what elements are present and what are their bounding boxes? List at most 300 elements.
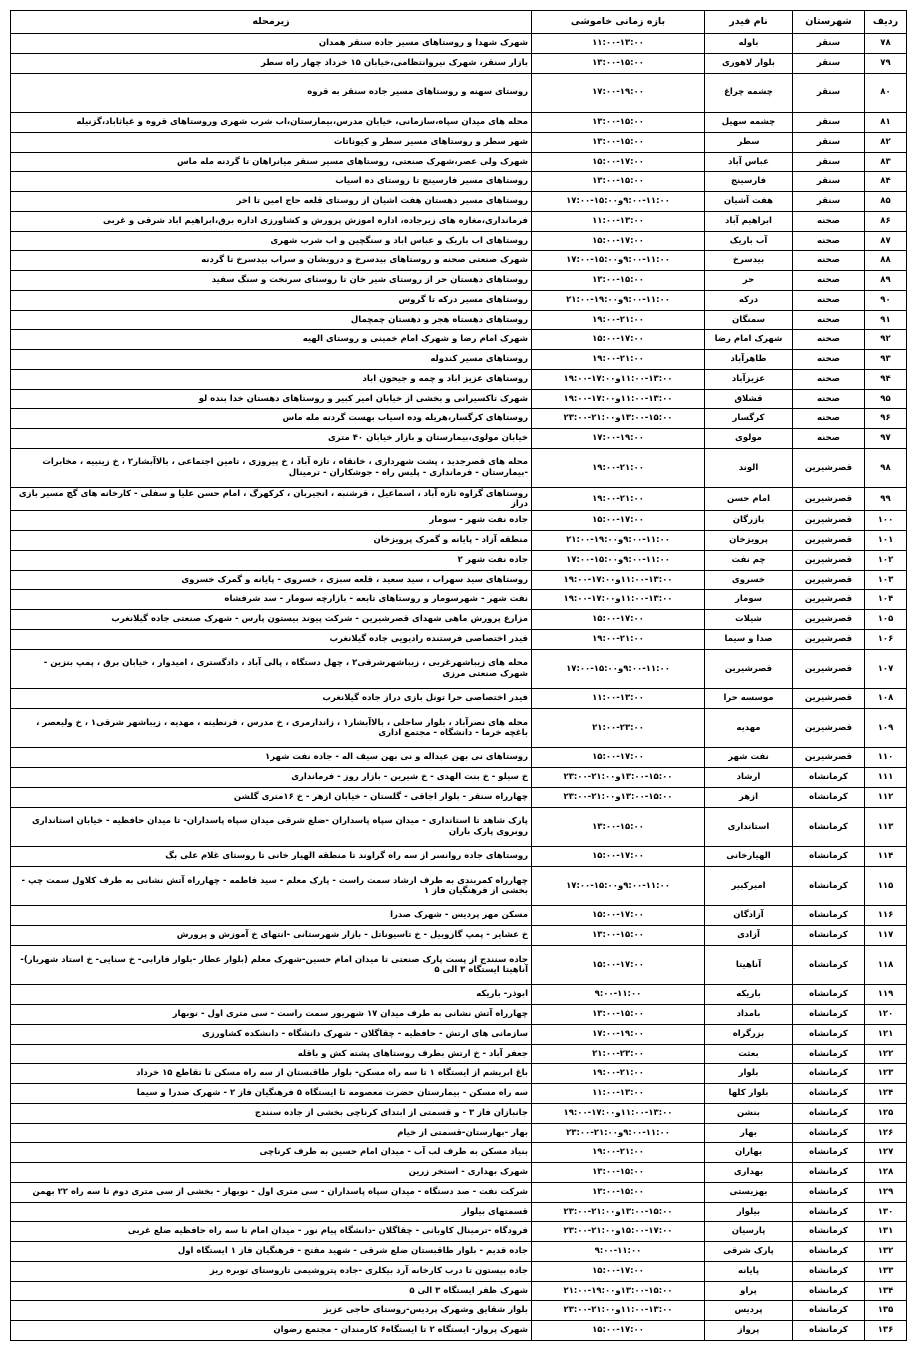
cell-feeder: بهداری <box>705 1163 793 1183</box>
cell-district: خیابان مولوی،بیمارستان و بازار خیابان ۴۰ متری <box>11 429 532 449</box>
cell-feeder: بعثت <box>705 1044 793 1064</box>
cell-outage-window: ۱۷:۰۰-۱۹:۰۰ <box>532 429 705 449</box>
cell-district: فرمانداری،مغازه های زیرجاده، اداره اموزش پرورش و کشاورزی اداره برق،ابراهیم اباد شرقی و غربی <box>11 211 532 231</box>
cell-city: صحنه <box>793 290 865 310</box>
cell-feeder: شیلات <box>705 610 793 630</box>
cell-row-number: ۱۳۴ <box>865 1281 907 1301</box>
cell-district: بازار سنقر، شهرک نیروانتظامی،خیابان ۱۵ خرداد چهار راه سطر <box>11 53 532 73</box>
cell-row-number: ۱۳۰ <box>865 1202 907 1222</box>
cell-row-number: ۱۲۴ <box>865 1084 907 1104</box>
cell-feeder: الهیارخانی <box>705 847 793 867</box>
cell-feeder: بیلوار <box>705 1202 793 1222</box>
table-row <box>11 1301 907 1321</box>
cell-district: مسکن مهر پردیس - شهرک صدرا <box>11 906 532 926</box>
table-body <box>11 34 907 1341</box>
cell-city: صحنه <box>793 231 865 251</box>
cell-row-number: ۱۲۰ <box>865 1005 907 1025</box>
cell-outage-window: ۱۵:۰۰-۱۷:۰۰ <box>532 152 705 172</box>
cell-city: قصرشیرین <box>793 488 865 511</box>
cell-row-number: ۸۷ <box>865 231 907 251</box>
cell-city: قصرشیرین <box>793 748 865 768</box>
cell-district: محله های نصرآباد ، بلوار ساحلی ، بالاآبشار۱ ، زاندارمری ، خ مدرس ، فرنطینه ، مهدیه ، زیباشهر شرقی۱ ، خ ولیعصر ، باغچه خرما - دانشگاه - مجتمع اداری <box>11 708 532 748</box>
cell-feeder: آناهیتا <box>705 945 793 985</box>
cell-row-number: ۸۶ <box>865 211 907 231</box>
cell-city: کرمانشاه <box>793 1143 865 1163</box>
cell-outage-window: ۱۵:۰۰-۱۷:۰۰ <box>532 610 705 630</box>
cell-district: بنیاد مسکن به طرف لب آب - میدان امام حسین به طرف کرناچی <box>11 1143 532 1163</box>
table-row <box>11 906 907 926</box>
cell-outage-window: ۱۳:۰۰-۱۵:۰۰و۱۹:۰۰-۲۱:۰۰ <box>532 1281 705 1301</box>
cell-district: روستاهای دهستان حر از روستای شیر خان تا روستای سرنخت و سنگ سفید <box>11 271 532 291</box>
cell-feeder: موسسه حرا <box>705 689 793 709</box>
table-row <box>11 132 907 152</box>
cell-city: کرمانشاه <box>793 1064 865 1084</box>
cell-district: روستاهای مسیر فارسینج تا روستای ده اسیاب <box>11 172 532 192</box>
cell-district: شهرک تاکسیرانی و بخشی از خیابان امیر کبیر و روستاهای دهستان خدا بنده لو <box>11 389 532 409</box>
cell-outage-window: ۱۱:۰۰-۱۳:۰۰و۱۷:۰۰-۱۹:۰۰ <box>532 369 705 389</box>
cell-outage-window: ۱۵:۰۰-۱۷:۰۰ <box>532 945 705 985</box>
cell-row-number: ۱۳۵ <box>865 1301 907 1321</box>
cell-outage-window: ۱۱:۰۰-۱۳:۰۰و۱۷:۰۰-۱۹:۰۰ <box>532 389 705 409</box>
cell-row-number: ۱۰۳ <box>865 570 907 590</box>
cell-outage-window: ۹:۰۰-۱۱:۰۰ <box>532 985 705 1005</box>
cell-outage-window: ۱۳:۰۰-۱۵:۰۰ <box>532 926 705 946</box>
cell-row-number: ۱۳۲ <box>865 1242 907 1262</box>
cell-row-number: ۱۱۳ <box>865 807 907 847</box>
cell-city: قصرشیرین <box>793 448 865 488</box>
cell-feeder: ارشاد <box>705 768 793 788</box>
table-row <box>11 290 907 310</box>
cell-district: شهرک پرواز- ایستگاه ۲ تا ایستگاه۶ کارمندان - مجتمع رضوان <box>11 1321 532 1341</box>
cell-city: کرمانشاه <box>793 1163 865 1183</box>
cell-city: قصرشیرین <box>793 649 865 689</box>
cell-district: فیدر اختصاصی فرستنده رادیویی جاده گیلانغرب <box>11 629 532 649</box>
cell-city: قصرشیرین <box>793 708 865 748</box>
cell-outage-window: ۱۹:۰۰-۲۱:۰۰ <box>532 350 705 370</box>
cell-row-number: ۱۲۲ <box>865 1044 907 1064</box>
cell-district: روستاهای مسیر کندوله <box>11 350 532 370</box>
table-row <box>11 1321 907 1341</box>
cell-outage-window: ۱۵:۰۰-۱۷:۰۰ <box>532 231 705 251</box>
cell-outage-window: ۱۳:۰۰-۱۵:۰۰ <box>532 807 705 847</box>
table-row <box>11 531 907 551</box>
cell-city: سنقر <box>793 172 865 192</box>
cell-district: جاده بیستون تا درب کارخانه آرد بیکلری -جاده پتروشیمی تاروستای توبره ریز <box>11 1261 532 1281</box>
cell-district: سازمانی های ارتش - حافظیه - چقاگلان - شهرک دانشگاه - دانشکده کشاورزی <box>11 1024 532 1044</box>
cell-city: کرمانشاه <box>793 1281 865 1301</box>
cell-city: سنقر <box>793 34 865 54</box>
cell-city: قصرشیرین <box>793 550 865 570</box>
cell-row-number: ۹۲ <box>865 330 907 350</box>
cell-row-number: ۱۱۴ <box>865 847 907 867</box>
table-row <box>11 649 907 689</box>
cell-city: کرمانشاه <box>793 985 865 1005</box>
cell-city: کرمانشاه <box>793 1044 865 1064</box>
cell-city: کرمانشاه <box>793 1222 865 1242</box>
cell-feeder: ابراهیم آباد <box>705 211 793 231</box>
cell-feeder: بلوار <box>705 1064 793 1084</box>
table-row <box>11 985 907 1005</box>
table-row <box>11 231 907 251</box>
cell-city: صحنه <box>793 211 865 231</box>
cell-feeder: چشمه سهیل <box>705 113 793 133</box>
cell-city: کرمانشاه <box>793 926 865 946</box>
table-row <box>11 152 907 172</box>
cell-feeder: بلوار لاهوری <box>705 53 793 73</box>
cell-feeder: قشلاق <box>705 389 793 409</box>
cell-feeder: شهرک امام رضا <box>705 330 793 350</box>
cell-feeder: آزادگان <box>705 906 793 926</box>
cell-row-number: ۱۱۷ <box>865 926 907 946</box>
cell-district: شهر سطر و روستاهای مسیر سطر و کیوناتات <box>11 132 532 152</box>
cell-feeder: پارک شرقی <box>705 1242 793 1262</box>
cell-feeder: مهدیه <box>705 708 793 748</box>
cell-city: قصرشیرین <box>793 610 865 630</box>
table-row <box>11 1222 907 1242</box>
table-row <box>11 1064 907 1084</box>
cell-city: کرمانشاه <box>793 1103 865 1123</box>
cell-district: بلوار شقایق وشهرک پردیس-روستای حاجی عزیز <box>11 1301 532 1321</box>
cell-outage-window: ۹:۰۰-۱۱:۰۰و۱۵:۰۰-۱۷:۰۰ <box>532 251 705 271</box>
cell-row-number: ۸۳ <box>865 152 907 172</box>
table-row <box>11 926 907 946</box>
cell-city: کرمانشاه <box>793 1301 865 1321</box>
cell-feeder: پرویزخان <box>705 531 793 551</box>
cell-outage-window: ۱۳:۰۰-۱۵:۰۰و۲۱:۰۰-۲۳:۰۰ <box>532 768 705 788</box>
cell-outage-window: ۱۷:۰۰-۱۹:۰۰ <box>532 73 705 113</box>
cell-district: مزارع پرورش ماهی شهدای قصرشیرین - شرکت پیوند بیستون پارس - شهرک صنعتی جاده گیلانغرب <box>11 610 532 630</box>
table-row <box>11 1024 907 1044</box>
cell-row-number: ۱۰۲ <box>865 550 907 570</box>
table-row <box>11 590 907 610</box>
cell-city: کرمانشاه <box>793 787 865 807</box>
cell-outage-window: ۱۱:۰۰-۱۳:۰۰و۱۷:۰۰-۱۹:۰۰ <box>532 1103 705 1123</box>
cell-row-number: ۹۷ <box>865 429 907 449</box>
cell-outage-window: ۱۵:۰۰-۱۷:۰۰ <box>532 1321 705 1341</box>
table-row <box>11 429 907 449</box>
table-row <box>11 1005 907 1025</box>
cell-district: روستاهای اب باریک و عباس اباد و سنگچین و اب شرب شهری <box>11 231 532 251</box>
table-row <box>11 172 907 192</box>
cell-district: جانبازان فاز ۳ - و قسمتی از ابتدای کرناچی بخشی از جاده سنندج <box>11 1103 532 1123</box>
cell-row-number: ۸۹ <box>865 271 907 291</box>
cell-district: شهرک صنعتی صحنه و روستاهای بیدسرخ و درویشان و سراب بیدسرخ تا گردنه <box>11 251 532 271</box>
cell-city: کرمانشاه <box>793 1005 865 1025</box>
cell-district: چهارراه سنقر - بلوار اجاقی - گلستان - خیابان ازهر - خ ۱۶متری گلشن <box>11 787 532 807</box>
cell-outage-window: ۱۷:۰۰-۱۹:۰۰ <box>532 1024 705 1044</box>
cell-outage-window: ۱۵:۰۰-۱۷:۰۰ <box>532 1261 705 1281</box>
table-row <box>11 847 907 867</box>
table-row <box>11 211 907 231</box>
cell-feeder: امام حسن <box>705 488 793 511</box>
cell-row-number: ۹۳ <box>865 350 907 370</box>
cell-outage-window: ۱۱:۰۰-۱۳:۰۰و۱۷:۰۰-۱۹:۰۰ <box>532 590 705 610</box>
cell-district: روستاهای دهستاه هجر و دهستان چمچمال <box>11 310 532 330</box>
cell-district: روستاهای جاده روانسر از سه راه گراوند تا منطقه الهیار خانی تا روستای غلام علی بگ <box>11 847 532 867</box>
cell-district: چهارراه آتش نشانی به طرف میدان ۱۷ شهریور سمت راست - سی متری اول - نوبهار <box>11 1005 532 1025</box>
cell-outage-window: ۲۱:۰۰-۲۳:۰۰ <box>532 708 705 748</box>
cell-district: فرودگاه -ترمینال کاوبانی - چقاگلان -دانشگاه پیام نور - میدان امام تا سه راه حافظیه ضلع غربی <box>11 1222 532 1242</box>
cell-city: قصرشیرین <box>793 590 865 610</box>
table-row <box>11 610 907 630</box>
cell-district: جاده نفت شهر - سومار <box>11 511 532 531</box>
cell-feeder: باریکه <box>705 985 793 1005</box>
cell-city: کرمانشاه <box>793 945 865 985</box>
cell-row-number: ۱۱۱ <box>865 768 907 788</box>
cell-row-number: ۸۲ <box>865 132 907 152</box>
table-row <box>11 1123 907 1143</box>
table-row <box>11 271 907 291</box>
cell-district: روستاهای کرگسار،هریله وده اسیاب بهست گردنه مله ماس <box>11 409 532 429</box>
cell-row-number: ۱۱۸ <box>865 945 907 985</box>
cell-city: صحنه <box>793 271 865 291</box>
cell-row-number: ۱۱۵ <box>865 866 907 906</box>
cell-feeder: استانداری <box>705 807 793 847</box>
cell-district: ابوذر- باریکه <box>11 985 532 1005</box>
cell-city: سنقر <box>793 132 865 152</box>
cell-feeder: فارسینج <box>705 172 793 192</box>
table-row <box>11 192 907 212</box>
cell-row-number: ۱۱۰ <box>865 748 907 768</box>
cell-outage-window: ۱۳:۰۰-۱۵:۰۰ <box>532 1182 705 1202</box>
cell-outage-window: ۲۱:۰۰-۲۳:۰۰ <box>532 1044 705 1064</box>
cell-outage-window: ۹:۰۰-۱۱:۰۰و۱۵:۰۰-۱۷:۰۰ <box>532 866 705 906</box>
cell-city: کرمانشاه <box>793 1261 865 1281</box>
cell-city: قصرشیرین <box>793 689 865 709</box>
cell-row-number: ۸۵ <box>865 192 907 212</box>
table-row <box>11 1261 907 1281</box>
cell-outage-window: ۱۹:۰۰-۲۱:۰۰ <box>532 1064 705 1084</box>
cell-feeder: بازرگان <box>705 511 793 531</box>
cell-city: کرمانشاه <box>793 866 865 906</box>
table-row <box>11 807 907 847</box>
cell-outage-window: ۹:۰۰-۱۱:۰۰و۲۱:۰۰-۲۳:۰۰ <box>532 1123 705 1143</box>
header-outage-window: بازه زمانی خاموشی <box>532 11 705 34</box>
cell-feeder: چم نفت <box>705 550 793 570</box>
cell-feeder: الوند <box>705 448 793 488</box>
cell-row-number: ۱۲۹ <box>865 1182 907 1202</box>
table-row <box>11 369 907 389</box>
table-row <box>11 113 907 133</box>
cell-outage-window: ۱۱:۰۰-۱۳:۰۰و۱۷:۰۰-۱۹:۰۰ <box>532 570 705 590</box>
cell-row-number: ۹۰ <box>865 290 907 310</box>
cell-feeder: بهزیستی <box>705 1182 793 1202</box>
cell-outage-window: ۱۳:۰۰-۱۵:۰۰ <box>532 1163 705 1183</box>
cell-outage-window: ۱۵:۰۰-۱۷:۰۰ <box>532 748 705 768</box>
cell-district: شرکت نفت - صد دستگاه - میدان سپاه پاسداران - سی متری اول - نوبهار - بخشی از سی متری دوم تا سه راه ۲۲ بهمن <box>11 1182 532 1202</box>
table-row <box>11 1202 907 1222</box>
cell-feeder: آزادی <box>705 926 793 946</box>
cell-row-number: ۹۶ <box>865 409 907 429</box>
table-row <box>11 1182 907 1202</box>
cell-district: روستاهای نی بهن عبداله و نی بهن سیف اله - جاده نفت شهر۱ <box>11 748 532 768</box>
table-header-row <box>11 11 907 34</box>
table-row <box>11 310 907 330</box>
cell-outage-window: ۱۱:۰۰-۱۳:۰۰ <box>532 689 705 709</box>
cell-city: قصرشیرین <box>793 570 865 590</box>
cell-city: صحنه <box>793 251 865 271</box>
cell-outage-window: ۱۳:۰۰-۱۵:۰۰و۲۱:۰۰-۲۳:۰۰ <box>532 1202 705 1222</box>
cell-district: جاده نفت شهر ۲ <box>11 550 532 570</box>
cell-row-number: ۱۱۶ <box>865 906 907 926</box>
cell-feeder: پارسیان <box>705 1222 793 1242</box>
cell-outage-window: ۱۱:۰۰-۱۳:۰۰ <box>532 211 705 231</box>
cell-outage-window: ۱۳:۰۰-۱۵:۰۰ <box>532 53 705 73</box>
cell-district: خ عشایر - پمپ گازوییل - خ تاسیوناتل - بازار شهرستانی -انتهای خ آموزش و پرورش <box>11 926 532 946</box>
cell-outage-window: ۱۹:۰۰-۲۱:۰۰ <box>532 488 705 511</box>
cell-feeder: ازهر <box>705 787 793 807</box>
cell-feeder: باوله <box>705 34 793 54</box>
header-feeder: نام فیدر <box>705 11 793 34</box>
cell-city: قصرشیرین <box>793 511 865 531</box>
table-row <box>11 866 907 906</box>
table-row <box>11 768 907 788</box>
cell-feeder: سومار <box>705 590 793 610</box>
cell-district: فیدر اختصاصی حرا تونل بازی دراز جاده گیلانغرب <box>11 689 532 709</box>
cell-feeder: خسروی <box>705 570 793 590</box>
cell-district: شهرک بهداری - استخر زرین <box>11 1163 532 1183</box>
cell-row-number: ۸۱ <box>865 113 907 133</box>
cell-feeder: طاهرآباد <box>705 350 793 370</box>
cell-outage-window: ۱۹:۰۰-۲۱:۰۰ <box>532 629 705 649</box>
cell-district: روستاهای مسیر درکه تا گروس <box>11 290 532 310</box>
cell-feeder: هفت آشیان <box>705 192 793 212</box>
cell-row-number: ۱۱۹ <box>865 985 907 1005</box>
cell-district: شهرک امام رضا و شهرک امام خمینی و روستای الهیه <box>11 330 532 350</box>
cell-outage-window: ۱۱:۰۰-۱۳:۰۰ <box>532 1084 705 1104</box>
cell-row-number: ۸۴ <box>865 172 907 192</box>
cell-row-number: ۱۱۲ <box>865 787 907 807</box>
cell-feeder: بزرگراه <box>705 1024 793 1044</box>
cell-city: سنقر <box>793 53 865 73</box>
cell-feeder: آب باریک <box>705 231 793 251</box>
cell-row-number: ۱۰۵ <box>865 610 907 630</box>
table-row <box>11 689 907 709</box>
cell-row-number: ۹۹ <box>865 488 907 511</box>
cell-outage-window: ۱۹:۰۰-۲۱:۰۰ <box>532 310 705 330</box>
cell-outage-window: ۱۵:۰۰-۱۷:۰۰ <box>532 906 705 926</box>
cell-city: کرمانشاه <box>793 1084 865 1104</box>
cell-row-number: ۸۸ <box>865 251 907 271</box>
cell-outage-window: ۱۳:۰۰-۱۵:۰۰ <box>532 1005 705 1025</box>
cell-feeder: بهاران <box>705 1143 793 1163</box>
table-row <box>11 570 907 590</box>
cell-city: صحنه <box>793 429 865 449</box>
table-row <box>11 748 907 768</box>
cell-outage-window: ۱۱:۰۰-۱۳:۰۰ <box>532 34 705 54</box>
cell-district: محله های زیباشهرغربی ، زیباشهرشرقی۲ ، چهل دستگاه ، پالی آباد ، دادگستری ، امیدوار ، خیابان برق ، پمپ بنزین - شهرک صنعتی مرزی <box>11 649 532 689</box>
cell-district: شهرک ولی عصر،شهرک صنعتی، روستاهای مسیر سنقر میانراهان تا گردنه مله ماس <box>11 152 532 172</box>
cell-city: صحنه <box>793 330 865 350</box>
table-row <box>11 1163 907 1183</box>
cell-outage-window: ۱۵:۰۰-۱۷:۰۰ <box>532 511 705 531</box>
cell-city: کرمانشاه <box>793 1242 865 1262</box>
cell-row-number: ۱۰۶ <box>865 629 907 649</box>
cell-row-number: ۱۳۱ <box>865 1222 907 1242</box>
table-row <box>11 409 907 429</box>
cell-outage-window: ۱۳:۰۰-۱۵:۰۰و۲۱:۰۰-۲۳:۰۰ <box>532 409 705 429</box>
cell-district: روستاهای سید سهراب ، سید سعید ، قلعه سبزی ، خسروی - پایانه و گمرک خسروی <box>11 570 532 590</box>
table-row <box>11 1242 907 1262</box>
cell-outage-window: ۹:۰۰-۱۱:۰۰و۱۵:۰۰-۱۷:۰۰ <box>532 192 705 212</box>
cell-district: روستای سهنه و روستاهای مسیر جاده سنقر به قروه <box>11 73 532 113</box>
cell-feeder: حر <box>705 271 793 291</box>
cell-feeder: بامداد <box>705 1005 793 1025</box>
cell-city: سنقر <box>793 152 865 172</box>
table-row <box>11 251 907 271</box>
cell-outage-window: ۹:۰۰-۱۱:۰۰و۱۹:۰۰-۲۱:۰۰ <box>532 531 705 551</box>
cell-city: سنقر <box>793 73 865 113</box>
table-row <box>11 708 907 748</box>
cell-outage-window: ۹:۰۰-۱۱:۰۰و۱۵:۰۰-۱۷:۰۰ <box>532 550 705 570</box>
cell-feeder: عباس آباد <box>705 152 793 172</box>
table-row <box>11 73 907 113</box>
cell-outage-window: ۹:۰۰-۱۱:۰۰و۱۹:۰۰-۲۱:۰۰ <box>532 290 705 310</box>
cell-district: منطقه آزاد - پایانه و گمرک پرویزخان <box>11 531 532 551</box>
cell-district: روستاهای مسیر دهستان هفت اشیان از روستای قلعه حاج امین تا اخر <box>11 192 532 212</box>
table-row <box>11 787 907 807</box>
cell-district: شهرک ظفر ایستگاه ۳ الی ۵ <box>11 1281 532 1301</box>
cell-feeder: مولوی <box>705 429 793 449</box>
cell-feeder: عزیزآباد <box>705 369 793 389</box>
cell-district: محله های میدان سپاه،سازمانی، خیابان مدرس،بیمارستان،اب شرب شهری وروستاهای قروه و غیاثاباد،گزنیله <box>11 113 532 133</box>
cell-city: صحنه <box>793 369 865 389</box>
cell-feeder: بهار <box>705 1123 793 1143</box>
cell-row-number: ۱۲۸ <box>865 1163 907 1183</box>
cell-outage-window: ۱۳:۰۰-۱۵:۰۰ <box>532 271 705 291</box>
cell-feeder: سطر <box>705 132 793 152</box>
cell-feeder: چشمه چراغ <box>705 73 793 113</box>
cell-district: روستاهای گراوه تازه آباد ، اسماعیل ، قرشنبه ، انجیربان ، کرکهرگ ، امام حسن علیا و سفلی - کارخانه های گچ مسیر بازی دراز <box>11 488 532 511</box>
cell-city: صحنه <box>793 389 865 409</box>
header-row-number: ردیف <box>865 11 907 34</box>
cell-row-number: ۱۳۶ <box>865 1321 907 1341</box>
cell-row-number: ۱۰۸ <box>865 689 907 709</box>
cell-district: شهرک شهدا و روستاهای مسیر جاده سنقر همدان <box>11 34 532 54</box>
cell-district: جاده سنندج از پست پارک صنعتی تا میدان امام حسین-شهرک معلم (بلوار عطار -بلوار فارابی- خ سنایی- خ استاد شهریار)-آناهیتا ایستگاه ۳ الی ۵ <box>11 945 532 985</box>
cell-city: صحنه <box>793 409 865 429</box>
cell-city: کرمانشاه <box>793 847 865 867</box>
cell-row-number: ۱۲۷ <box>865 1143 907 1163</box>
cell-city: کرمانشاه <box>793 1182 865 1202</box>
cell-district: چهارراه کمربندی به طرف ارشاد سمت راست - پارک معلم - سید فاطمه - چهارراه آتش نشانی به طرف کلاول سمت چپ - بخشی از فرهنگیان فاز ۱ <box>11 866 532 906</box>
cell-feeder: بلوار کلها <box>705 1084 793 1104</box>
cell-city: صحنه <box>793 350 865 370</box>
cell-outage-window: ۱۳:۰۰-۱۵:۰۰ <box>532 113 705 133</box>
table-row <box>11 1044 907 1064</box>
cell-district: نفت شهر - شهرسومار و روستاهای تابعه - بازارچه سومار - سد شرفشاه <box>11 590 532 610</box>
table-row <box>11 945 907 985</box>
table-row <box>11 53 907 73</box>
header-district: زیرمحله <box>11 11 532 34</box>
cell-row-number: ۷۹ <box>865 53 907 73</box>
cell-row-number: ۱۲۱ <box>865 1024 907 1044</box>
cell-city: قصرشیرین <box>793 629 865 649</box>
cell-outage-window: ۱۵:۰۰-۱۷:۰۰و۲۱:۰۰-۲۳:۰۰ <box>532 1222 705 1242</box>
cell-row-number: ۱۰۰ <box>865 511 907 531</box>
cell-outage-window: ۱۵:۰۰-۱۷:۰۰ <box>532 330 705 350</box>
table-row <box>11 350 907 370</box>
cell-district: سه راه مسکن - بیمارستان حضرت معصومه تا ایستگاه ۵ فرهنگیان فاز ۲ - شهرک صدرا و سیما <box>11 1084 532 1104</box>
table-row <box>11 1103 907 1123</box>
cell-feeder: پردیس <box>705 1301 793 1321</box>
cell-outage-window: ۱۹:۰۰-۲۱:۰۰ <box>532 448 705 488</box>
cell-district: جاده قدیم - بلوار طاقبستان ضلع شرقی - شهید مفتح - فرهنگیان فاز ۱ ایستگاه اول <box>11 1242 532 1262</box>
cell-city: سنقر <box>793 113 865 133</box>
cell-feeder: نفت شهر <box>705 748 793 768</box>
cell-district: قسمتهای بیلوار <box>11 1202 532 1222</box>
cell-outage-window: ۱۳:۰۰-۱۵:۰۰و۲۱:۰۰-۲۳:۰۰ <box>532 787 705 807</box>
